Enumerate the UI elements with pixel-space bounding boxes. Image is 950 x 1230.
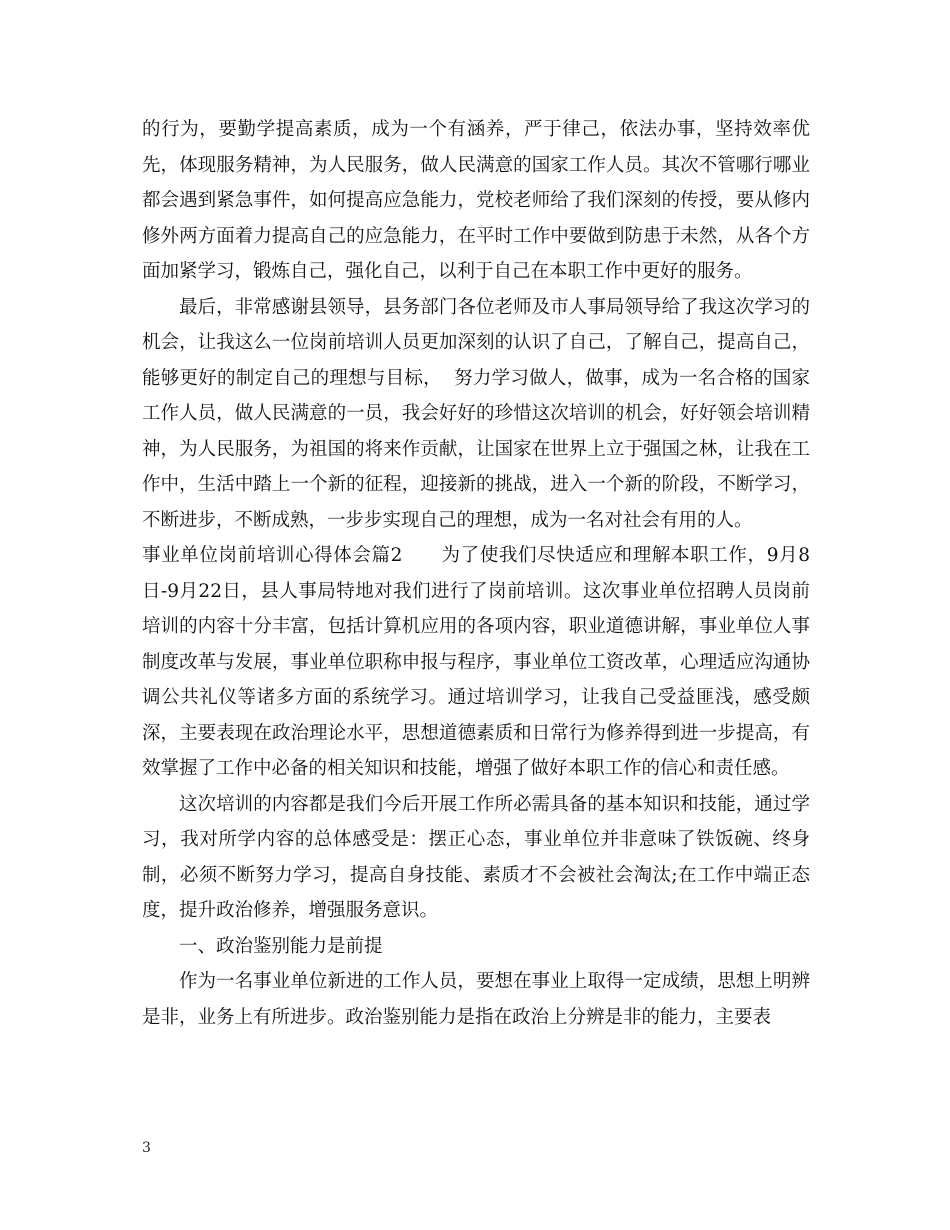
section-heading: 一、政治鉴别能力是前提 bbox=[179, 935, 383, 957]
page-number: 3 bbox=[142, 1140, 151, 1156]
paragraph-4: 这次培训的内容都是我们今后开展工作所必需具备的基本知识和技能，通过学习，我对所学内容的总体感受是：摆正心态，事业单位并非意味了铁饭碗、终身制，必须不断努力学习，提高自身技能、素质才不会被社会淘汰;在工作中端正态度，提升政治修养，增强服务意识。 bbox=[142, 793, 810, 921]
paragraph-1: 的行为，要勤学提高素质，成为一个有涵养，严于律己，依法办事，坚持效率优先，体现服务精神，为人民服务，做人民满意的国家工作人员。其次不管哪行哪业都会遇到紧急事件，如何提高应急能力，党校老师给了我们深刻的传授，要从修内修外两方面着力提高自己的应急能力，在平时工作中要做到防患于未然，从各个方面加紧学习，锻炼自己，强化自己，以利于自己在本职工作中更好的服务。 bbox=[142, 119, 810, 282]
paragraph-3: 事业单位岗前培训心得体会篇2 为了使我们尽快适应和理解本职工作，9月8日-9月22日，县人事局特地对我们进行了岗前培训。这次事业单位招聘人员岗前培训的内容十分丰富，包括计算机应用的各项内容，职业道德讲解，事业单位人事制度改革与发展，事业单位职称申报与程序，事业单位工资改革，心理适应沟通协调公共礼仪等诸多方面的系统学习。通过培训学习，让我自己受益匪浅，感受颇深，主要表现在政治理论水平，思想道德素质和日常行为修养得到进一步提高，有效掌握了工作中必备的相关知识和技能，增强了做好本职工作的信心和责任感。 bbox=[142, 545, 810, 779]
paragraph-2: 最后，非常感谢县领导，县务部门各位老师及市人事局领导给了我这次学习的机会，让我这么一位岗前培训人员更加深刻的认识了自己，了解自己，提高自己，能够更好的制定自己的理想与目标， 努力学习做人，做事，成为一名合格的国家工作人员，做人民满意的一员，我会好好的珍惜这次培训的机会，好好领会培训精神，为人民服务，为祖国的将来作贡献，让国家在世界上立于强国之林，让我在工作中，生活中踏上一个新的征程，迎接新的挑战，进入一个新的阶段，不断学习，不断进步，不断成熟，一步步实现自己的理想，成为一名对社会有用的人。 bbox=[142, 296, 810, 531]
document-body bbox=[142, 112, 810, 1035]
paragraph-5: 作为一名事业单位新进的工作人员，要想在事业上取得一定成绩，思想上明辨是非，业务上有所进步。政治鉴别能力是指在政治上分辨是非的能力，主要表 bbox=[142, 971, 810, 1028]
